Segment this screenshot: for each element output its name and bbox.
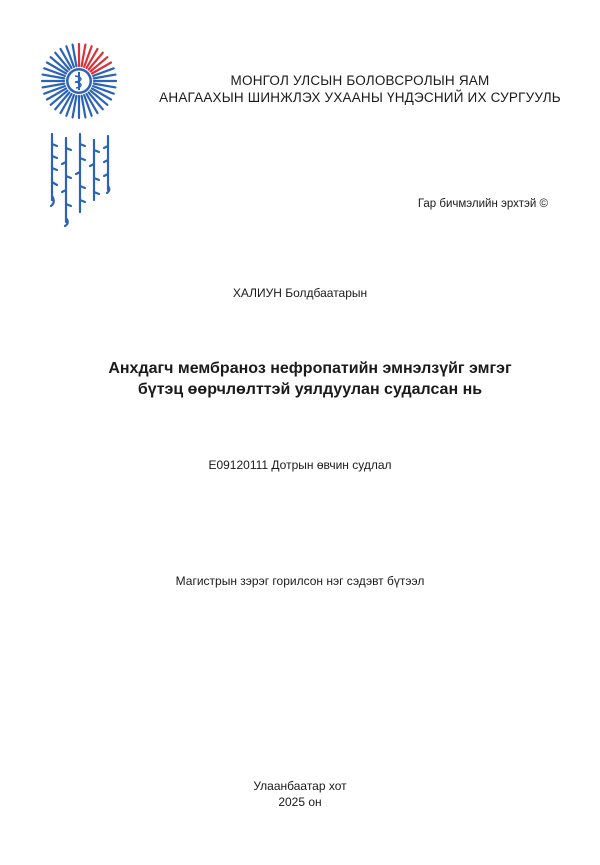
year: 2025 он	[278, 795, 322, 809]
thesis-title	[80, 358, 540, 400]
city: Улаанбаатар хот	[253, 779, 347, 793]
university-emblem-icon	[40, 42, 118, 120]
ministry-name: МОНГОЛ УЛСЫН БОЛОВСРОЛЫН ЯАМ	[230, 73, 490, 88]
thesis-title-line-2: бүтэц өөрчлөлттэй уялдуулан судалсан нь	[137, 381, 483, 398]
mongolian-script-university-name	[44, 130, 116, 230]
university-name: АНАГААХЫН ШИНЖЛЭХ УХААНЫ ҮНДЭСНИЙ ИХ СУРГУУЛЬ	[159, 90, 561, 105]
copyright-notice: Гар бичмэлийн эрхтэй ©	[417, 198, 548, 210]
place-and-year	[0, 778, 600, 810]
specialty-code: E09120111 Дотрын өвчин судлал	[208, 458, 392, 472]
ministry-header	[140, 72, 580, 106]
author-name: ХАЛИУН Болдбаатарын	[232, 286, 368, 300]
degree-statement: Магистрын зэрэг горилсон нэг сэдэвт бүтээл	[175, 574, 425, 588]
thesis-title-line-1: Анхдагч мембраноз нефропатийн эмнэлзүйг эмгэг	[108, 360, 512, 377]
